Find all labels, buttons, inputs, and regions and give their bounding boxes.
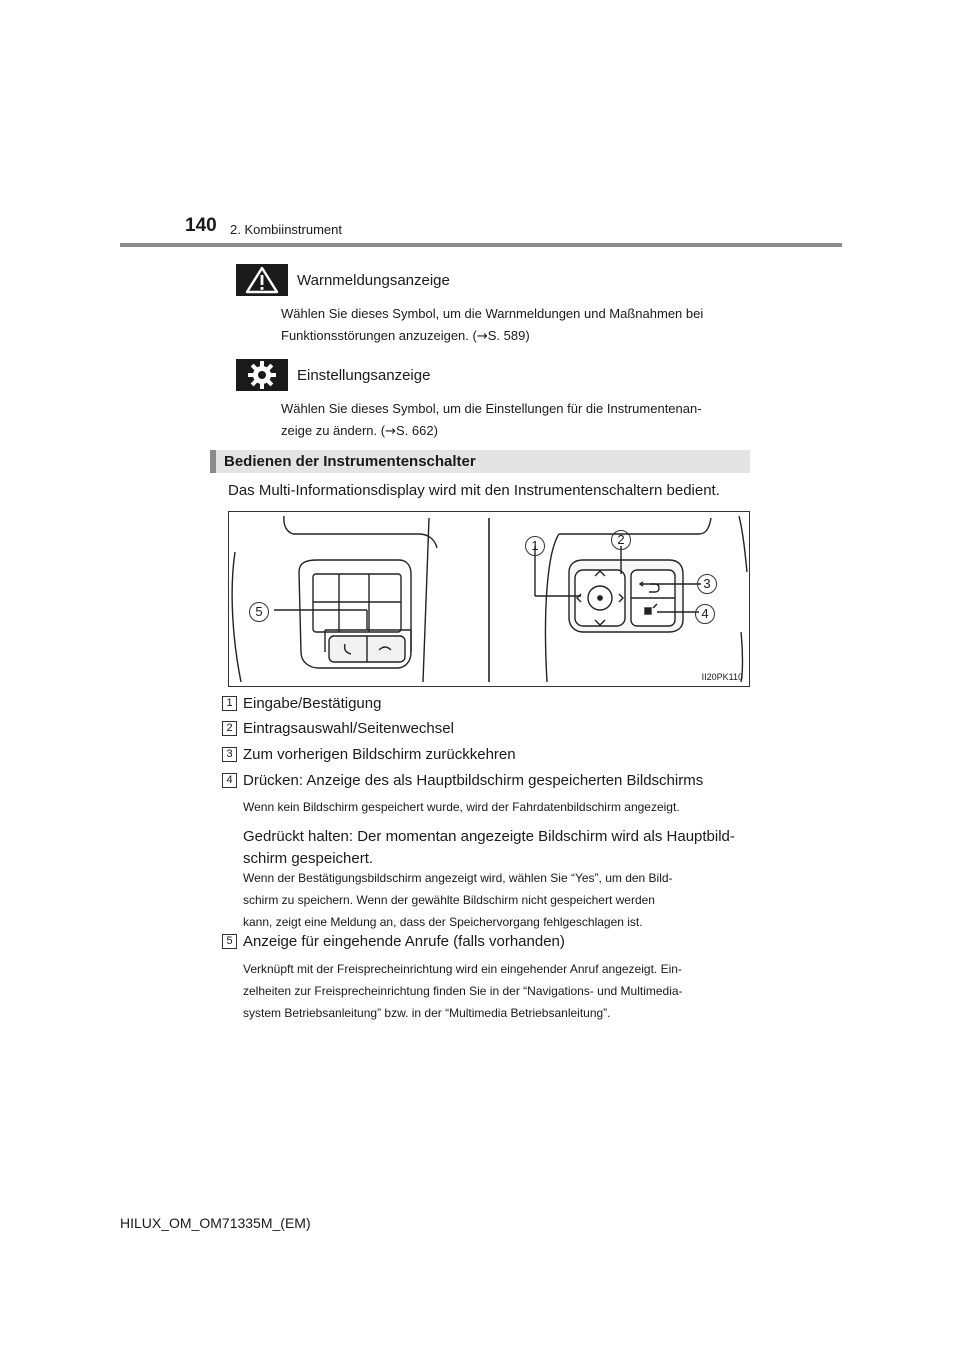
page-number: 140 (185, 215, 217, 236)
settings-display-desc: Wählen Sie dieses Symbol, um die Einstellungen für die Instrumentenan- zeige zu ändern. (→S. 662) (281, 401, 702, 439)
item-label-4: Drücken: Anzeige des als Hauptbildschirm gespeicherten Bildschirms (243, 772, 704, 789)
figure-code: II20PK110 (701, 672, 743, 682)
intro-text: Das Multi-Informationsdisplay wird mit den Instrumentenschaltern bedient. (228, 482, 720, 499)
callout-5: 5 (249, 602, 269, 622)
warning-display-desc: Wählen Sie dieses Symbol, um die Warnmeldungen und Maßnahmen bei Funktionsstörungen anzuzeigen. (→S. 589) (281, 306, 704, 344)
callout-3: 3 (697, 574, 717, 594)
steering-wheel-illustration (229, 512, 749, 686)
item-label-2: Eintragsauswahl/Seitenwechsel (243, 720, 454, 737)
item-5-note: Verknüpft mit der Freisprecheinrichtung wird ein eingehender Anruf angezeigt. Ein- zelheiten zur Freisprecheinrichtung finden Sie in der “Navigations- und Multimedia- system Betriebsanleitung” bzw. in der “Multimedia Betriebsanleitung”. (243, 962, 683, 1020)
item-label-3: Zum vorherigen Bildschirm zurückkehren (243, 746, 516, 763)
section-heading-text: Bedienen der Instrumentenschalter (224, 453, 476, 470)
document-footer: HILUX_OM_OM71335M_(EM) (120, 1215, 311, 1231)
item-number-5: 5 (222, 934, 237, 949)
section-heading (210, 450, 750, 473)
page-reference-link[interactable]: S. 589) (487, 328, 530, 343)
gear-icon (236, 359, 288, 391)
arrow-icon: → (385, 424, 396, 439)
item-label-1: Eingabe/Bestätigung (243, 695, 382, 712)
steering-switch-figure (228, 511, 750, 687)
header-rule (120, 243, 842, 247)
section-title: 2. Kombiinstrument (230, 222, 342, 237)
arrow-icon: → (476, 329, 488, 344)
item-4-note-2: Wenn der Bestätigungsbildschirm angezeigt wird, wählen Sie “Yes”, um den Bild- schirm zu speichern. Wenn der gewählte Bildschirm nicht gespeichert werden kann, zeigt eine Meldung an, dass der Speichervorgang fehlgeschlagen ist. (243, 871, 673, 929)
settings-display-title: Einstellungsanzeige (297, 367, 431, 384)
item-label-5: Anzeige für eingehende Anrufe (falls vorhanden) (243, 933, 565, 950)
warning-triangle-icon (236, 264, 288, 296)
callout-1: 1 (525, 536, 545, 556)
page-reference-link[interactable]: S. 662) (395, 423, 438, 438)
warning-display-title: Warnmeldungsanzeige (297, 272, 450, 289)
heading-accent (210, 450, 216, 473)
item-number-3: 3 (222, 747, 237, 762)
callout-4: 4 (695, 604, 715, 624)
callout-2: 2 (611, 530, 631, 550)
item-number-2: 2 (222, 721, 237, 736)
item-4-note-1: Wenn kein Bildschirm gespeichert wurde, wird der Fahrdatenbildschirm angezeigt. (243, 800, 680, 814)
item-number-1: 1 (222, 696, 237, 711)
item-4-subtext: Gedrückt halten: Der momentan angezeigte Bildschirm wird als Hauptbild- schirm gespeichert. (243, 828, 735, 867)
item-number-4: 4 (222, 773, 237, 788)
